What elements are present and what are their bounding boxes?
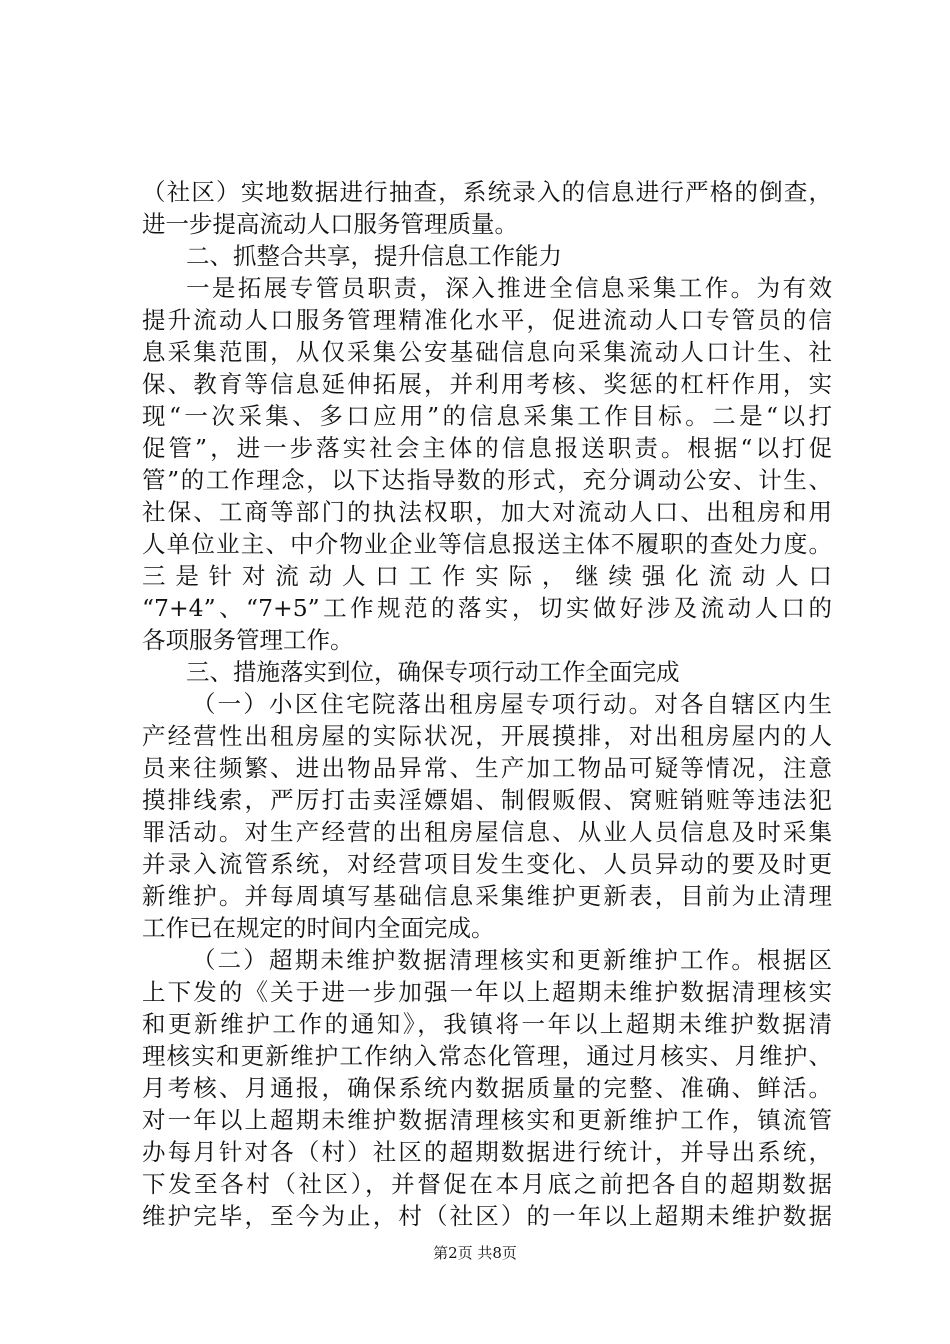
text-line: 办每月针对各（村）社区的超期数据进行统计，并导出系统， (142, 1138, 832, 1166)
text-line: 提升流动人口服务管理精准化水平，促进流动人口专管员的信 (142, 306, 832, 334)
text-line: （社区）实地数据进行抽查，系统录入的信息进行严格的倒查， (142, 178, 832, 206)
text-line: 息采集范围，从仅采集公安基础信息向采集流动人口计生、社 (142, 338, 832, 366)
text-line: 和更新维护工作的通知》，我镇将一年以上超期未维护数据清 (142, 1010, 832, 1038)
text-line: 摸排线索，严厉打击卖淫嫖娼、制假贩假、窝赃销赃等违法犯 (142, 786, 832, 814)
text-line: 工作已在规定的时间内全面完成。 (142, 914, 495, 942)
text-line: 一是拓展专管员职责，深入推进全信息采集工作。为有效 (186, 274, 832, 302)
text-line: 上下发的《关于进一步加强一年以上超期未维护数据清理核实 (142, 978, 832, 1006)
text-line: 三是针对流动人口工作实际，继续强化流动人口 (142, 562, 832, 590)
text-line: 人单位业主、中介物业企业等信息报送主体不履职的查处力度。 (142, 530, 832, 558)
text-line: 下发至各村（社区），并督促在本月底之前把各自的超期数据 (142, 1170, 832, 1198)
section-heading: 二、抓整合共享，提升信息工作能力 (186, 242, 562, 270)
text-line: 各项服务管理工作。 (142, 626, 354, 654)
text-line: 维护完毕，至今为止，村（社区）的一年以上超期未维护数据 (142, 1202, 832, 1230)
text-line: 新维护。并每周填写基础信息采集维护更新表，目前为止清理 (142, 882, 832, 910)
text-line: 理核实和更新维护工作纳入常态化管理，通过月核实、月维护、 (142, 1042, 832, 1070)
document-body (142, 176, 832, 1232)
text-line: 社保、工商等部门的执法权职，加大对流动人口、出租房和用 (142, 498, 832, 526)
text-line: 保、教育等信息延伸拓展，并利用考核、奖惩的杠杆作用，实 (142, 370, 832, 398)
text-line: （二）超期未维护数据清理核实和更新维护工作。根据区 (192, 946, 832, 974)
text-line: 管”的工作理念，以下达指导数的形式，充分调动公安、计生、 (142, 466, 832, 494)
text-line: 月考核、月通报，确保系统内数据质量的完整、准确、鲜活。 (142, 1074, 832, 1102)
text-line: 员来往频繁、进出物品异常、生产加工物品可疑等情况，注意 (142, 754, 832, 782)
text-line: 罪活动。对生产经营的出租房屋信息、从业人员信息及时采集 (142, 818, 832, 846)
text-line: 促管”，进一步落实社会主体的信息报送职责。根据“以打促 (142, 434, 832, 462)
text-line: 产经营性出租房屋的实际状况，开展摸排，对出租房屋内的人 (142, 722, 832, 750)
text-line: 并录入流管系统，对经营项目发生变化、人员异动的要及时更 (142, 850, 832, 878)
text-line: 进一步提高流动人口服务管理质量。 (142, 210, 518, 238)
text-line: （一）小区住宅院落出租房屋专项行动。对各自辖区内生 (192, 690, 832, 718)
page-footer: 第2页 共8页 (433, 1244, 517, 1262)
text-line: “7+4”、“7+5”工作规范的落实，切实做好涉及流动人口的 (142, 594, 832, 622)
text-line: 对一年以上超期未维护数据清理核实和更新维护工作，镇流管 (142, 1106, 832, 1134)
section-heading: 三、措施落实到位，确保专项行动工作全面完成 (186, 658, 680, 686)
text-line: 现“一次采集、多口应用”的信息采集工作目标。二是“以打 (142, 402, 832, 430)
